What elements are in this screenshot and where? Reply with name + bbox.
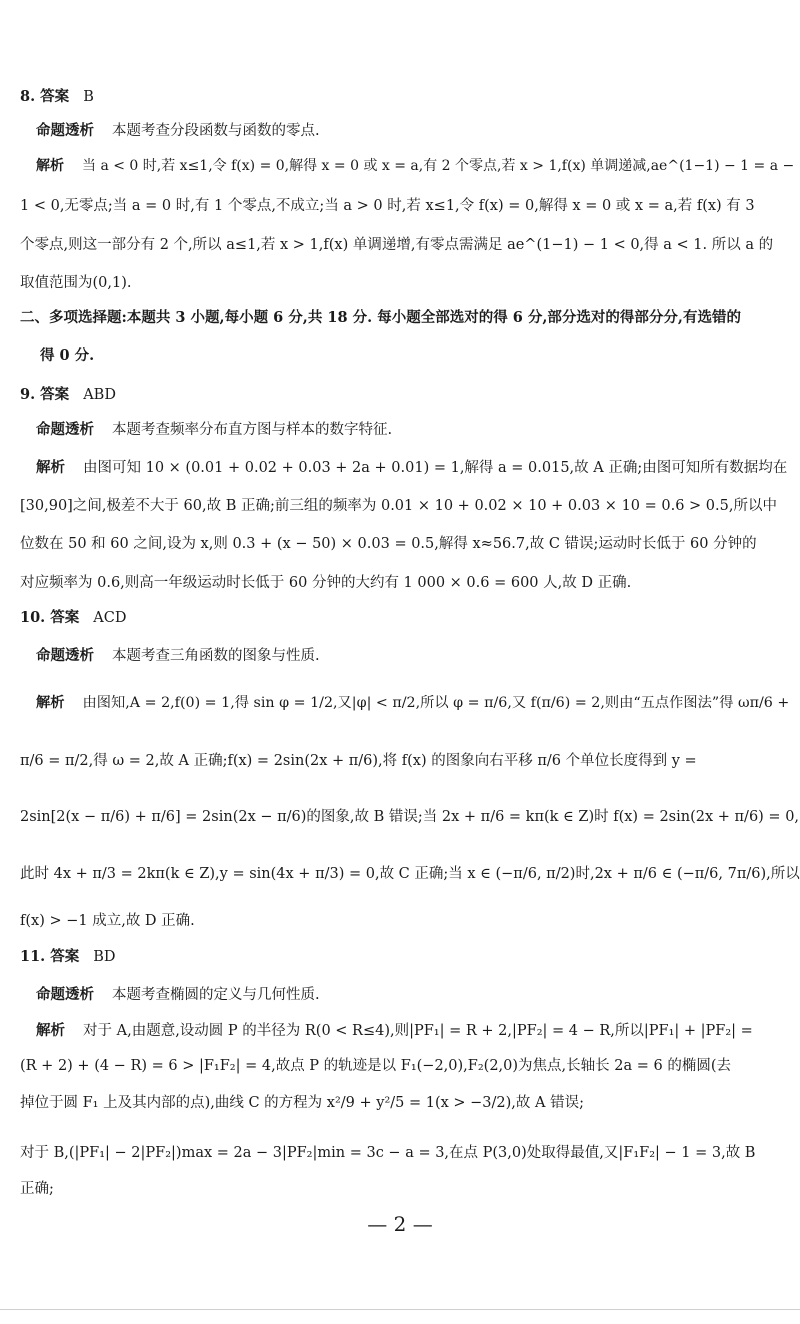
q9-answer [0,384,800,406]
q8-intent [0,120,800,142]
q9-solution-line-3: 位数在 50 和 60 之间,设为 x,则 0.3 + (x − 50) × 0.03 = 0.5,解得 x≈56.7,故 C 错误;运动时长低于 60 分钟的 [20,536,757,552]
q9-intent-label: 命题透析 [36,421,94,438]
q10-answer [0,607,800,629]
q11-answer-label: 11. 答案 [20,948,80,965]
q11-solution-line-2: (R + 2) + (4 − R) = 6 > |F₁F₂| = 4,故点 P 的轨迹是以 F₁(−2,0),F₂(2,0)为焦点,长轴长 2a = 6 的椭圆(去 [20,1058,731,1074]
q10-intent-label: 命题透析 [36,647,94,664]
q10-intent-text: 本题考查三角函数的图象与性质. [112,648,320,664]
q11-solution-text-1: 对于 A,由题意,设动圆 P 的半径为 R(0 < R≤4),则|PF₁| = R + 2,|PF₂| = 4 − R,所以|PF₁| + |PF₂| = [83,1023,753,1039]
q11-solution-line-1 [0,1020,800,1042]
q11-solution-label: 解析 [36,1022,65,1039]
q11-intent [0,984,800,1006]
q9-answer-label: 9. 答案 [20,386,70,403]
q9-solution-line-4: 对应频率为 0.6,则高一年级运动时长低于 60 分钟的大约有 1 000 × 0.6 = 600 人,故 D 正确. [20,575,632,591]
q8-answer [0,86,800,108]
q9-solution-label: 解析 [36,459,65,476]
q11-intent-label: 命题透析 [36,986,94,1003]
q10-answer-label: 10. 答案 [20,609,80,626]
q10-solution-text-1: 由图知,A = 2,f(0) = 1,得 sin φ = 1/2,又|φ| < π/2,所以 φ = π/6,又 f(π/6) = 2,则由“五点作图法”得 ωπ/6 + [82,695,790,711]
q8-answer-label: 8. 答案 [20,88,70,105]
q11-answer [0,946,800,968]
q10-answer-value: ACD [93,610,127,626]
page-divider [0,1309,800,1310]
page-number: — 2 — [367,1212,433,1236]
q10-intent [0,645,800,667]
q9-solution-line-1 [0,457,800,479]
section-2-heading-cont: 得 0 分. [40,347,95,364]
q11-solution-line-3: 掉位于圆 F₁ 上及其内部的点),曲线 C 的方程为 x²/9 + y²/5 = 1(x > −3/2),故 A 错误; [20,1095,584,1111]
q8-solution-line-2: 1 < 0,无零点;当 a = 0 时,有 1 个零点,不成立;当 a > 0 时,若 x≤1,令 f(x) = 0,解得 x = 0 或 x = a,若 f(x) 有 3 [20,198,755,214]
q11-solution-line-4: 对于 B,(|PF₁| − 2|PF₂|)max = 2a − 3|PF₂|min = 3c − a = 3,在点 P(3,0)处取得最值,又|F₁F₂| − 1 = 3,故 B [20,1145,756,1161]
q8-solution-line-1 [0,155,800,177]
q8-solution-line-4: 取值范围为(0,1). [20,275,132,291]
q8-solution-line-3: 个零点,则这一部分有 2 个,所以 a≤1,若 x > 1,f(x) 单调递增,有零点需满足 ae^(1−1) − 1 < 0,得 a < 1. 所以 a 的 [20,237,774,253]
q8-intent-text: 本题考查分段函数与函数的零点. [112,123,320,139]
q10-solution-line-5: f(x) > −1 成立,故 D 正确. [20,913,195,929]
q11-solution-line-5: 正确; [20,1181,54,1197]
section-2-heading: 二、多项选择题:本题共 3 小题,每小题 6 分,共 18 分. 每小题全部选对的得 6 分,部分选对的得部分分,有选错的 [20,309,741,326]
q9-intent-text: 本题考查频率分布直方图与样本的数字特征. [112,422,393,438]
q9-intent [0,419,800,441]
q10-solution-line-4: 此时 4x + π/3 = 2kπ(k ∈ Z),y = sin(4x + π/3) = 0,故 C 正确;当 x ∈ (−π/6, π/2)时,2x + π/6 ∈ (−π/6, 7π/6),所以 [20,866,800,882]
q10-solution-label: 解析 [36,695,65,711]
q10-solution-line-3: 2sin[2(x − π/6) + π/6] = 2sin(2x − π/6)的图象,故 B 错误;当 2x + π/6 = kπ(k ∈ Z)时 f(x) = 2sin(2x + π/6) = 0, [20,809,800,825]
q9-solution-line-2: [30,90]之间,极差不大于 60,故 B 正确;前三组的频率为 0.01 × 10 + 0.02 × 10 + 0.03 × 10 = 0.6 > 0.5,所以中 [20,498,777,514]
q8-solution-text-1: 当 a < 0 时,若 x≤1,令 f(x) = 0,解得 x = 0 或 x = a,有 2 个零点,若 x > 1,f(x) 单调递减,ae^(1−1) − 1 = a − [82,158,795,174]
q10-solution-line-1 [0,692,800,714]
q9-solution-text-1: 由图可知 10 × (0.01 + 0.02 + 0.03 + 2a + 0.01) = 1,解得 a = 0.015,故 A 正确;由图可知所有数据均在 [83,460,788,476]
q11-answer-value: BD [93,949,116,965]
q10-solution-line-2: π/6 = π/2,得 ω = 2,故 A 正确;f(x) = 2sin(2x + π/6),将 f(x) 的图象向右平移 π/6 个单位长度得到 y = [20,753,697,769]
q11-intent-text: 本题考查椭圆的定义与几何性质. [112,987,320,1003]
q9-answer-value: ABD [83,387,116,403]
q8-solution-label: 解析 [36,158,64,174]
q8-answer-value: B [83,89,94,105]
q8-intent-label: 命题透析 [36,122,94,139]
